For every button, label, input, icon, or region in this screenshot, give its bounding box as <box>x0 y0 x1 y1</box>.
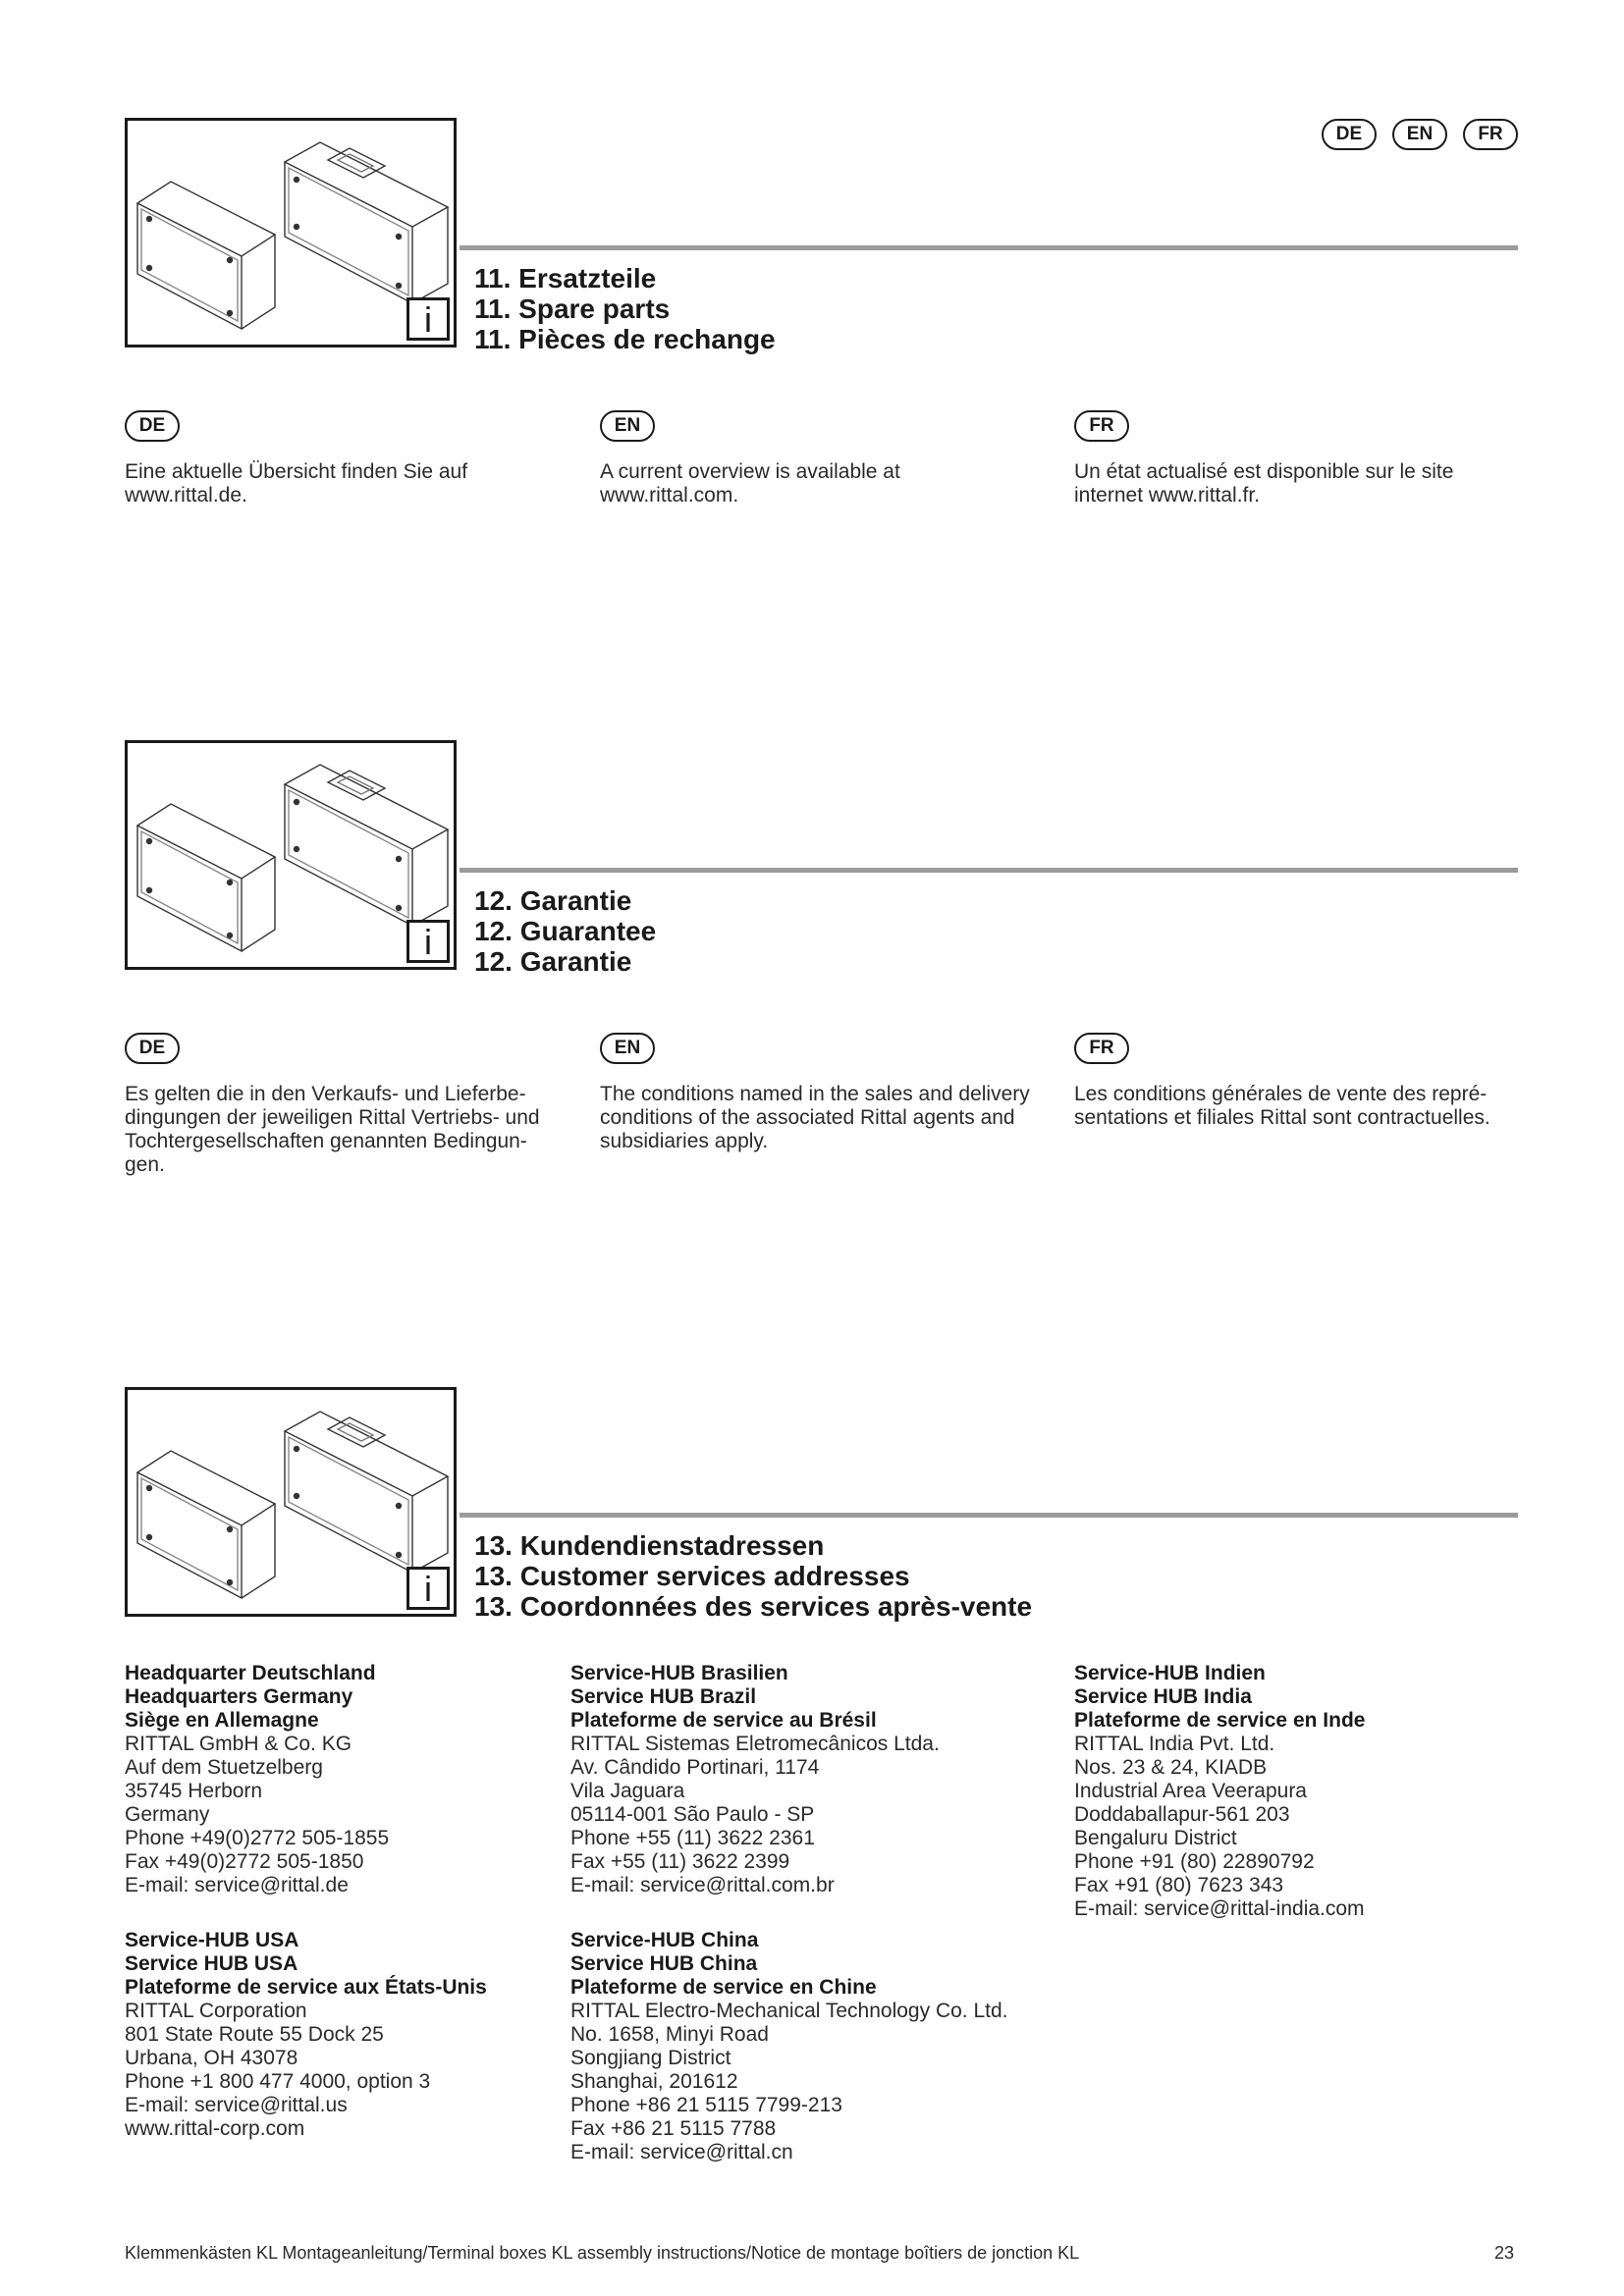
address-block-india: Service-HUB Indien Service HUB India Plateforme de service en Inde RITTAL India Pvt. Ltd. Nos. 23 & 24, KIADB Industrial Area Veerapura Doddaballapur-561 203 Bengaluru District Phone +91 (80) 22890792 Fax +91 (80) 7623 343 E-mail: service@rittal-india.com <box>1074 1662 1366 1920</box>
lang-badge-fr: FR <box>1463 119 1518 150</box>
lang-badge-de: DE <box>125 1033 180 1064</box>
heading-en: 11. Spare parts <box>474 294 671 324</box>
lang-badge-de: DE <box>125 410 180 442</box>
lang-badge-en: EN <box>1392 119 1447 150</box>
section-divider <box>460 245 1518 250</box>
lang-badge-en: EN <box>600 410 655 442</box>
footer-text: Klemmenkästen KL Montageanleitung/Terminal boxes KL assembly instructions/Notice de montage boîtiers de jonction KL <box>125 2243 1080 2263</box>
section-heading <box>474 885 656 977</box>
address-block-usa: Service-HUB USA Service HUB USA Plateforme de service aux États-Unis RITTAL Corporation 801 State Route 55 Dock 25 Urbana, OH 43078 Phone +1 800 477 4000, option 3 E-mail: service@rittal.us www.rittal-corp.com <box>125 1929 487 2140</box>
lang-badge-de: DE <box>1322 119 1377 150</box>
text-de: Eine aktuelle Übersicht finden Sie auf www.rittal.de. <box>125 460 468 507</box>
lang-badge-fr: FR <box>1074 1033 1129 1064</box>
section-heading <box>474 1530 1032 1622</box>
terminal-box-drawing <box>128 743 454 967</box>
text-fr: Un état actualisé est disponible sur le site internet www.rittal.fr. <box>1074 460 1454 507</box>
heading-de: 11. Ersatzteile <box>474 263 657 294</box>
enclosure-illustration <box>125 118 457 347</box>
enclosure-illustration <box>125 740 457 970</box>
info-icon: i <box>406 920 450 963</box>
section-divider <box>460 868 1518 873</box>
lang-badge-fr: FR <box>1074 410 1129 442</box>
enclosure-illustration <box>125 1387 457 1617</box>
address-block-brazil: Service-HUB Brasilien Service HUB Brazil Plateforme de service au Brésil RITTAL Sistemas Eletromecânicos Ltda. Av. Cândido Portinari, 1174 Vila Jaguara 05114-001 São Paulo - SP Phone +55 (11) 3622 2361 Fax +55 (11) 3622 2399 E-mail: service@rittal.com.br <box>570 1662 940 1896</box>
address-block-china: Service-HUB China Service HUB China Plateforme de service en Chine RITTAL Electro-Mechanical Technology Co. Ltd. No. 1658, Minyi Road Songjiang District Shanghai, 201612 Phone +86 21 5115 7799-213 Fax +86 21 5115 7788 E-mail: service@rittal.cn <box>570 1929 1008 2163</box>
text-de: Es gelten die in den Verkaufs- und Lieferbe- dingungen der jeweiligen Rittal Vertriebs- und Tochtergesellschaften genannten Bedingun- gen. <box>125 1083 540 1176</box>
section-heading <box>474 263 776 354</box>
email-link[interactable]: E-mail: service@rittal-india.com <box>1074 1897 1365 1920</box>
info-icon: i <box>406 1567 450 1610</box>
email-link[interactable]: E-mail: service@rittal.cn <box>570 2141 793 2163</box>
heading-de: 13. Kundendienstadressen <box>474 1530 825 1561</box>
email-link[interactable]: E-mail: service@rittal.us <box>125 2094 348 2116</box>
heading-fr: 11. Pièces de rechange <box>474 324 776 354</box>
address-block-germany: Headquarter Deutschland Headquarters Germany Siège en Allemagne RITTAL GmbH & Co. KG Auf dem Stuetzelberg 35745 Herborn Germany Phone +49(0)2772 505-1855 Fax +49(0)2772 505-1850 E-mail: service@rittal.de <box>125 1662 390 1896</box>
text-fr: Les conditions générales de vente des repré- sentations et filiales Rittal sont contractuelles. <box>1074 1083 1490 1129</box>
section-divider <box>460 1513 1518 1518</box>
heading-de: 12. Garantie <box>474 885 632 916</box>
page-number: 23 <box>1494 2243 1515 2263</box>
terminal-box-drawing <box>128 1390 454 1614</box>
heading-en: 12. Guarantee <box>474 916 657 946</box>
heading-fr: 12. Garantie <box>474 946 632 977</box>
heading-fr: 13. Coordonnées des services après-vente <box>474 1591 1033 1622</box>
email-link[interactable]: E-mail: service@rittal.de <box>125 1874 349 1896</box>
info-icon: i <box>406 297 450 341</box>
heading-en: 13. Customer services addresses <box>474 1561 910 1591</box>
lang-badge-en: EN <box>600 1033 655 1064</box>
email-link[interactable]: E-mail: service@rittal.com.br <box>570 1874 835 1896</box>
text-en: A current overview is available at www.rittal.com. <box>600 460 900 507</box>
website-link[interactable]: www.rittal-corp.com <box>125 2117 305 2140</box>
text-en: The conditions named in the sales and delivery conditions of the associated Rittal agents and subsidiaries apply. <box>600 1083 1030 1152</box>
terminal-box-drawing <box>128 121 454 345</box>
